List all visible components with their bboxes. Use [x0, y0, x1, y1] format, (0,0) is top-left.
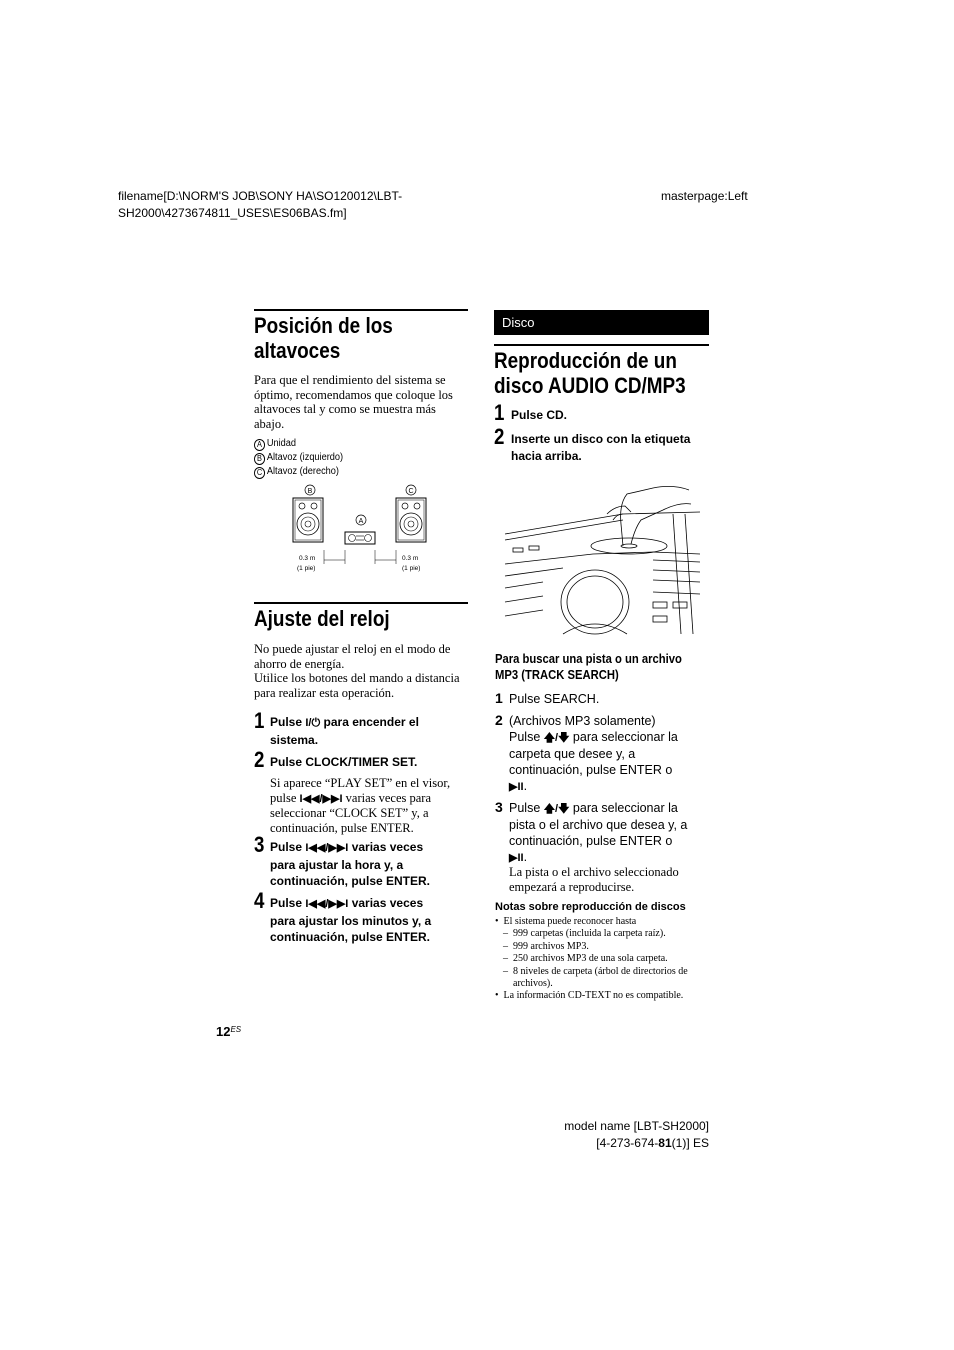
up-down-arrow-icon: 🡅/🡇: [543, 732, 570, 744]
skip-icon: I◀◀/▶▶I: [305, 842, 349, 854]
search-step-3: Pulse 🡅/🡇 para seleccionar la pista o el archivo que desea y, a continuación, pulse ENTER o ▶II.: [509, 801, 688, 864]
search-step-2: (Archivos MP3 solamente) Pulse 🡅/🡇 para seleccionar la carpeta que desee y, a continuación, pulse ENTER o ▶II.: [509, 714, 678, 793]
section-banner-label: Disco: [502, 315, 535, 330]
diagram-letter-b: B: [307, 488, 313, 495]
legend-item: C Altavoz (derecho): [254, 465, 343, 479]
search-step-number: 1: [495, 690, 503, 706]
left-speaker-icon: [293, 498, 323, 542]
disc-insertion-illustration: [503, 484, 700, 635]
list-item: – 8 niveles de carpeta (árbol de directorios de: [503, 965, 688, 977]
masterpage-label: masterpage:Left: [661, 189, 748, 203]
clock-body: No puede ajustar el reloj en el modo de ahorro de energía. Utilice los botones del mando a distancia para realizar esta operación.: [254, 642, 460, 700]
step-number: 2: [494, 424, 505, 449]
skip-icon: I◀◀/▶▶I: [299, 792, 343, 805]
notes-list: • El sistema puede reconocer hasta – 999 carpetas (incluida la carpeta raíz). – 999 archivos MP3. – 250 archivos MP3 de una sola carpeta. – 8 niveles de carpeta (árbol de directorios de archivos). • La información CD-TEXT no es compatible.: [495, 916, 715, 1003]
step-number: 2: [254, 747, 265, 772]
play-step-2: Inserte un disco con la etiqueta hacia arriba.: [511, 432, 691, 463]
speakers-body: Para que el rendimiento del sistema se óptimo, recomendamos que coloque los altavoces tal y como se muestra más abajo.: [254, 373, 453, 431]
power-icon: I/⏻: [305, 717, 321, 729]
search-step-3-note: La pista o el archivo seleccionado empezará a reproducirse.: [509, 865, 679, 894]
list-item: – 250 archivos MP3 de una sola carpeta.: [503, 953, 668, 965]
section-title-speakers-line-1: Posición de los: [254, 313, 393, 338]
page-number: $12^{ES}$: [216, 1024, 242, 1039]
speakers-legend: [254, 437, 343, 479]
search-step-1: Pulse SEARCH.: [509, 692, 600, 706]
section-title-speakers-line-2: altavoces: [254, 338, 341, 363]
distance-left-sub: (1 pie): [297, 565, 316, 572]
list-item: • La información CD-TEXT no es compatible.: [495, 990, 684, 1002]
filename-line-2: SH2000\4273674811_USES\ES06BAS.fm]: [118, 206, 347, 220]
section-title-clock: Ajuste del reloj: [254, 606, 390, 631]
search-step-number: 2: [495, 712, 503, 728]
clock-step-2: Pulse CLOCK/TIMER SET.: [270, 755, 418, 769]
section-rule: [254, 309, 468, 311]
clock-step-4: Pulse I◀◀/▶▶I varias veces para ajustar los minutos y, a continuación, pulse ENTER.: [270, 896, 432, 944]
play-pause-icon: ▶II: [509, 781, 524, 793]
track-search-heading: Para buscar una pista o un archivo MP3 (TRACK SEARCH): [495, 652, 682, 682]
section-rule: [254, 602, 468, 604]
up-down-arrow-icon: 🡅/🡇: [543, 803, 570, 815]
model-number: [4-273-674-81(1)] ES: [596, 1136, 709, 1150]
play-step-1: Pulse CD.: [511, 408, 568, 422]
list-item: • El sistema puede reconocer hasta: [495, 916, 637, 927]
section-rule: [494, 344, 709, 346]
distance-left: 0.3 m: [299, 555, 316, 562]
filename-line-1: filename[D:\NORM'S JOB\SONY HA\SO120012\LBT-: [118, 189, 403, 203]
section-title-play-line-1: Reproducción de un: [494, 348, 677, 373]
notes-title: Notas sobre reproducción de discos: [495, 901, 686, 913]
list-item: – 999 carpetas (incluida la carpeta raíz).: [503, 928, 666, 940]
legend-item: A Unidad: [254, 437, 343, 451]
diagram-letter-c: C: [408, 488, 414, 495]
clock-step-1: Pulse I/⏻ para encender el sistema.: [270, 715, 419, 747]
play-pause-icon: ▶II: [509, 852, 524, 864]
list-item: – 999 archivos MP3.: [503, 940, 589, 952]
distance-right-sub: (1 pie): [402, 565, 421, 572]
section-title-play-line-2: disco AUDIO CD/MP3: [494, 373, 686, 398]
search-step-number: 3: [495, 799, 503, 815]
legend-item: B Altavoz (izquierdo): [254, 451, 343, 465]
step-number: 1: [254, 708, 265, 733]
clock-step-2-detail: Si aparece “PLAY SET” en el visor, pulse I◀◀/▶▶I varias veces para seleccionar “CLOCK SET” y, a continuación, pulse ENTER.: [270, 776, 451, 835]
step-number: 4: [254, 888, 265, 913]
main-unit-icon: [345, 532, 375, 544]
model-name: model name [LBT-SH2000]: [564, 1119, 709, 1133]
clock-step-3: Pulse I◀◀/▶▶I varias veces para ajustar la hora y, a continuación, pulse ENTER.: [270, 840, 431, 888]
step-number: 3: [254, 832, 265, 857]
section-banner: [494, 310, 709, 335]
right-speaker-icon: [396, 498, 426, 542]
skip-icon: I◀◀/▶▶I: [305, 898, 349, 910]
speaker-placement-diagram: [288, 482, 428, 576]
diagram-letter-a: A: [358, 518, 364, 525]
step-number: 1: [494, 400, 505, 425]
distance-right: 0.3 m: [402, 555, 419, 562]
